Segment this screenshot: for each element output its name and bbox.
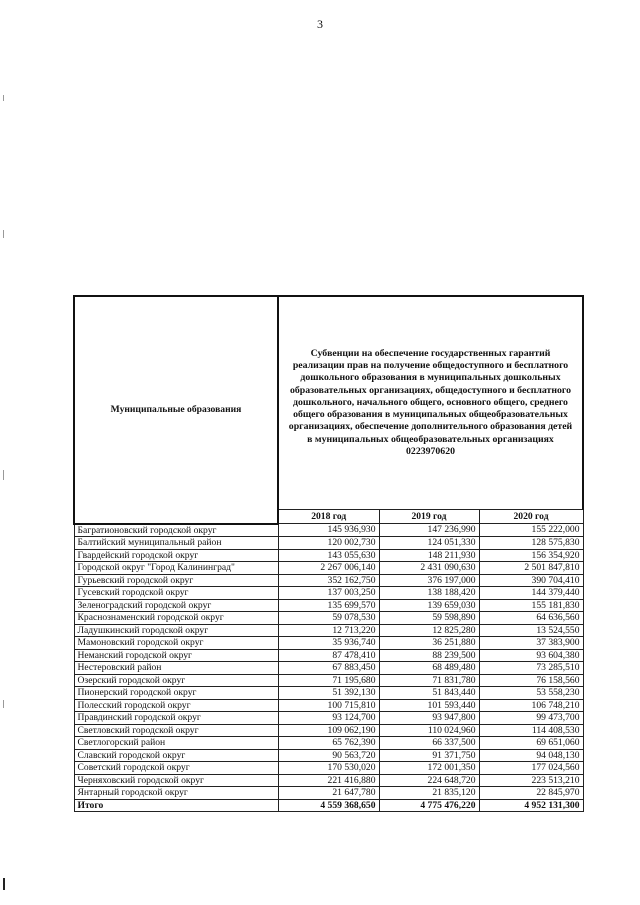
municipality-name-cell: Черняховский городской округ <box>74 774 278 787</box>
amount-cell-2018: 71 195,680 <box>278 674 379 687</box>
table-row <box>74 649 583 662</box>
amount-cell-2020: 144 379,440 <box>479 587 583 600</box>
amount-cell-2019: 139 659,030 <box>379 599 479 612</box>
municipality-name-cell: Мамоновский городской округ <box>74 637 278 650</box>
amount-cell-2019: 101 593,440 <box>379 699 479 712</box>
amount-cell-2018: 145 936,930 <box>278 524 379 537</box>
table-row <box>74 612 583 625</box>
municipality-name-cell: Гусевский городской округ <box>74 587 278 600</box>
amount-cell-2020: 73 285,510 <box>479 662 583 675</box>
table-row <box>74 674 583 687</box>
amount-cell-2020: 223 513,210 <box>479 774 583 787</box>
amount-cell-2018: 4 559 368,650 <box>278 799 379 812</box>
amount-cell-2019: 66 337,500 <box>379 737 479 750</box>
amount-cell-2018: 93 124,700 <box>278 712 379 725</box>
municipality-name-cell: Славский городской округ <box>74 749 278 762</box>
amount-cell-2019: 21 835,120 <box>379 787 479 800</box>
amount-cell-2018: 137 003,250 <box>278 587 379 600</box>
amount-cell-2020: 156 354,920 <box>479 549 583 562</box>
amount-cell-2020: 13 524,550 <box>479 624 583 637</box>
municipality-name-cell: Правдинский городской округ <box>74 712 278 725</box>
table-row <box>74 549 583 562</box>
table-row <box>74 724 583 737</box>
municipality-name-cell: Зеленоградский городской округ <box>74 599 278 612</box>
municipality-name-cell: Пионерский городской округ <box>74 687 278 700</box>
table-row <box>74 774 583 787</box>
table-row <box>74 524 583 537</box>
header-municipality: Муниципальные образования <box>74 296 278 524</box>
municipality-name-cell: Светловский городской округ <box>74 724 278 737</box>
amount-cell-2018: 143 055,630 <box>278 549 379 562</box>
amount-cell-2018: 12 713,220 <box>278 624 379 637</box>
header-year-2020: 2020 год <box>479 510 583 524</box>
amount-cell-2020: 4 952 131,300 <box>479 799 583 812</box>
table-row <box>74 762 583 775</box>
municipality-name-cell: Итого <box>74 799 278 812</box>
amount-cell-2018: 109 062,190 <box>278 724 379 737</box>
header-year-2019: 2019 год <box>379 510 479 524</box>
amount-cell-2018: 65 762,390 <box>278 737 379 750</box>
municipality-name-cell: Озерский городской округ <box>74 674 278 687</box>
amount-cell-2020: 64 636,560 <box>479 612 583 625</box>
margin-scan-mark <box>3 470 4 480</box>
amount-cell-2018: 2 267 006,140 <box>278 562 379 575</box>
amount-cell-2019: 51 843,440 <box>379 687 479 700</box>
amount-cell-2018: 221 416,880 <box>278 774 379 787</box>
table-row <box>74 599 583 612</box>
margin-scan-mark <box>3 95 4 101</box>
amount-cell-2019: 138 188,420 <box>379 587 479 600</box>
amount-cell-2019: 148 211,930 <box>379 549 479 562</box>
margin-scan-mark <box>3 230 4 238</box>
amount-cell-2018: 87 478,410 <box>278 649 379 662</box>
amount-cell-2019: 88 239,500 <box>379 649 479 662</box>
amount-cell-2019: 93 947,800 <box>379 712 479 725</box>
amount-cell-2020: 2 501 847,810 <box>479 562 583 575</box>
amount-cell-2020: 76 158,560 <box>479 674 583 687</box>
table-row <box>74 537 583 550</box>
table-row <box>74 662 583 675</box>
amount-cell-2019: 124 051,330 <box>379 537 479 550</box>
amount-cell-2019: 36 251,880 <box>379 637 479 650</box>
amount-cell-2020: 177 024,560 <box>479 762 583 775</box>
amount-cell-2020: 99 473,700 <box>479 712 583 725</box>
amount-cell-2020: 390 704,410 <box>479 574 583 587</box>
amount-cell-2018: 170 530,020 <box>278 762 379 775</box>
amount-cell-2019: 224 648,720 <box>379 774 479 787</box>
table-row <box>74 587 583 600</box>
amount-cell-2020: 128 575,830 <box>479 537 583 550</box>
amount-cell-2019: 147 236,990 <box>379 524 479 537</box>
municipality-name-cell: Багратионовский городской округ <box>74 524 278 537</box>
municipality-name-cell: Полесский городской округ <box>74 699 278 712</box>
amount-cell-2019: 172 001,350 <box>379 762 479 775</box>
amount-cell-2018: 352 162,750 <box>278 574 379 587</box>
total-row <box>74 799 583 812</box>
amount-cell-2019: 68 489,480 <box>379 662 479 675</box>
table-row <box>74 687 583 700</box>
amount-cell-2020: 114 408,530 <box>479 724 583 737</box>
amount-cell-2020: 94 048,130 <box>479 749 583 762</box>
amount-cell-2019: 91 371,750 <box>379 749 479 762</box>
amount-cell-2019: 71 831,780 <box>379 674 479 687</box>
amount-cell-2018: 59 078,530 <box>278 612 379 625</box>
table-row <box>74 574 583 587</box>
amount-cell-2020: 22 845,970 <box>479 787 583 800</box>
amount-cell-2018: 51 392,130 <box>278 687 379 700</box>
amount-cell-2020: 53 558,230 <box>479 687 583 700</box>
amount-cell-2019: 4 775 476,220 <box>379 799 479 812</box>
municipality-name-cell: Светлогорский район <box>74 737 278 750</box>
municipality-name-cell: Городской округ "Город Калининград" <box>74 562 278 575</box>
amount-cell-2020: 93 604,380 <box>479 649 583 662</box>
amount-cell-2020: 155 222,000 <box>479 524 583 537</box>
amount-cell-2018: 35 936,740 <box>278 637 379 650</box>
amount-cell-2018: 90 563,720 <box>278 749 379 762</box>
table-row <box>74 562 583 575</box>
amount-cell-2019: 59 598,890 <box>379 612 479 625</box>
municipality-name-cell: Янтарный городской округ <box>74 787 278 800</box>
amount-cell-2019: 2 431 090,630 <box>379 562 479 575</box>
table-row <box>74 624 583 637</box>
table-row <box>74 712 583 725</box>
amount-cell-2020: 37 383,900 <box>479 637 583 650</box>
amount-cell-2019: 376 197,000 <box>379 574 479 587</box>
municipality-name-cell: Гурьевский городской округ <box>74 574 278 587</box>
table-row <box>74 699 583 712</box>
amount-cell-2020: 155 181,830 <box>479 599 583 612</box>
header-year-2018: 2018 год <box>278 510 379 524</box>
amount-cell-2018: 135 699,570 <box>278 599 379 612</box>
municipality-name-cell: Нестеровский район <box>74 662 278 675</box>
table-row <box>74 749 583 762</box>
amount-cell-2018: 100 715,810 <box>278 699 379 712</box>
municipality-name-cell: Неманский городской округ <box>74 649 278 662</box>
amount-cell-2020: 69 651,060 <box>479 737 583 750</box>
margin-scan-mark <box>3 700 4 708</box>
subvention-table <box>73 295 584 812</box>
table-row <box>74 637 583 650</box>
amount-cell-2019: 12 825,280 <box>379 624 479 637</box>
amount-cell-2018: 67 883,450 <box>278 662 379 675</box>
municipality-name-cell: Ладушкинский городской округ <box>74 624 278 637</box>
amount-cell-2018: 21 647,780 <box>278 787 379 800</box>
page-number: 3 <box>317 17 323 31</box>
amount-cell-2020: 106 748,210 <box>479 699 583 712</box>
amount-cell-2019: 110 024,960 <box>379 724 479 737</box>
table-body <box>74 524 583 812</box>
municipality-name-cell: Балтийский муниципальный район <box>74 537 278 550</box>
municipality-name-cell: Советский городской округ <box>74 762 278 775</box>
header-subvention: Субвенции на обеспечение государственных гарантий реализации прав на получение общедоступного и бесплатного дошкольного образования в муниципальных дошкольных образовательных организациях, общедоступного и бесплатного дошкольного, начального общего, основного общего, среднего общего образования в муниципальных общеобразовательных организациях, обеспечение дополнительного образования детей в муниципальных общеобразовательных организациях 0223970620 <box>278 296 583 510</box>
amount-cell-2018: 120 002,730 <box>278 537 379 550</box>
municipality-name-cell: Гвардейский городской округ <box>74 549 278 562</box>
municipality-name-cell: Краснознаменский городской округ <box>74 612 278 625</box>
table-row <box>74 787 583 800</box>
margin-scan-mark <box>3 878 5 890</box>
table-row <box>74 737 583 750</box>
